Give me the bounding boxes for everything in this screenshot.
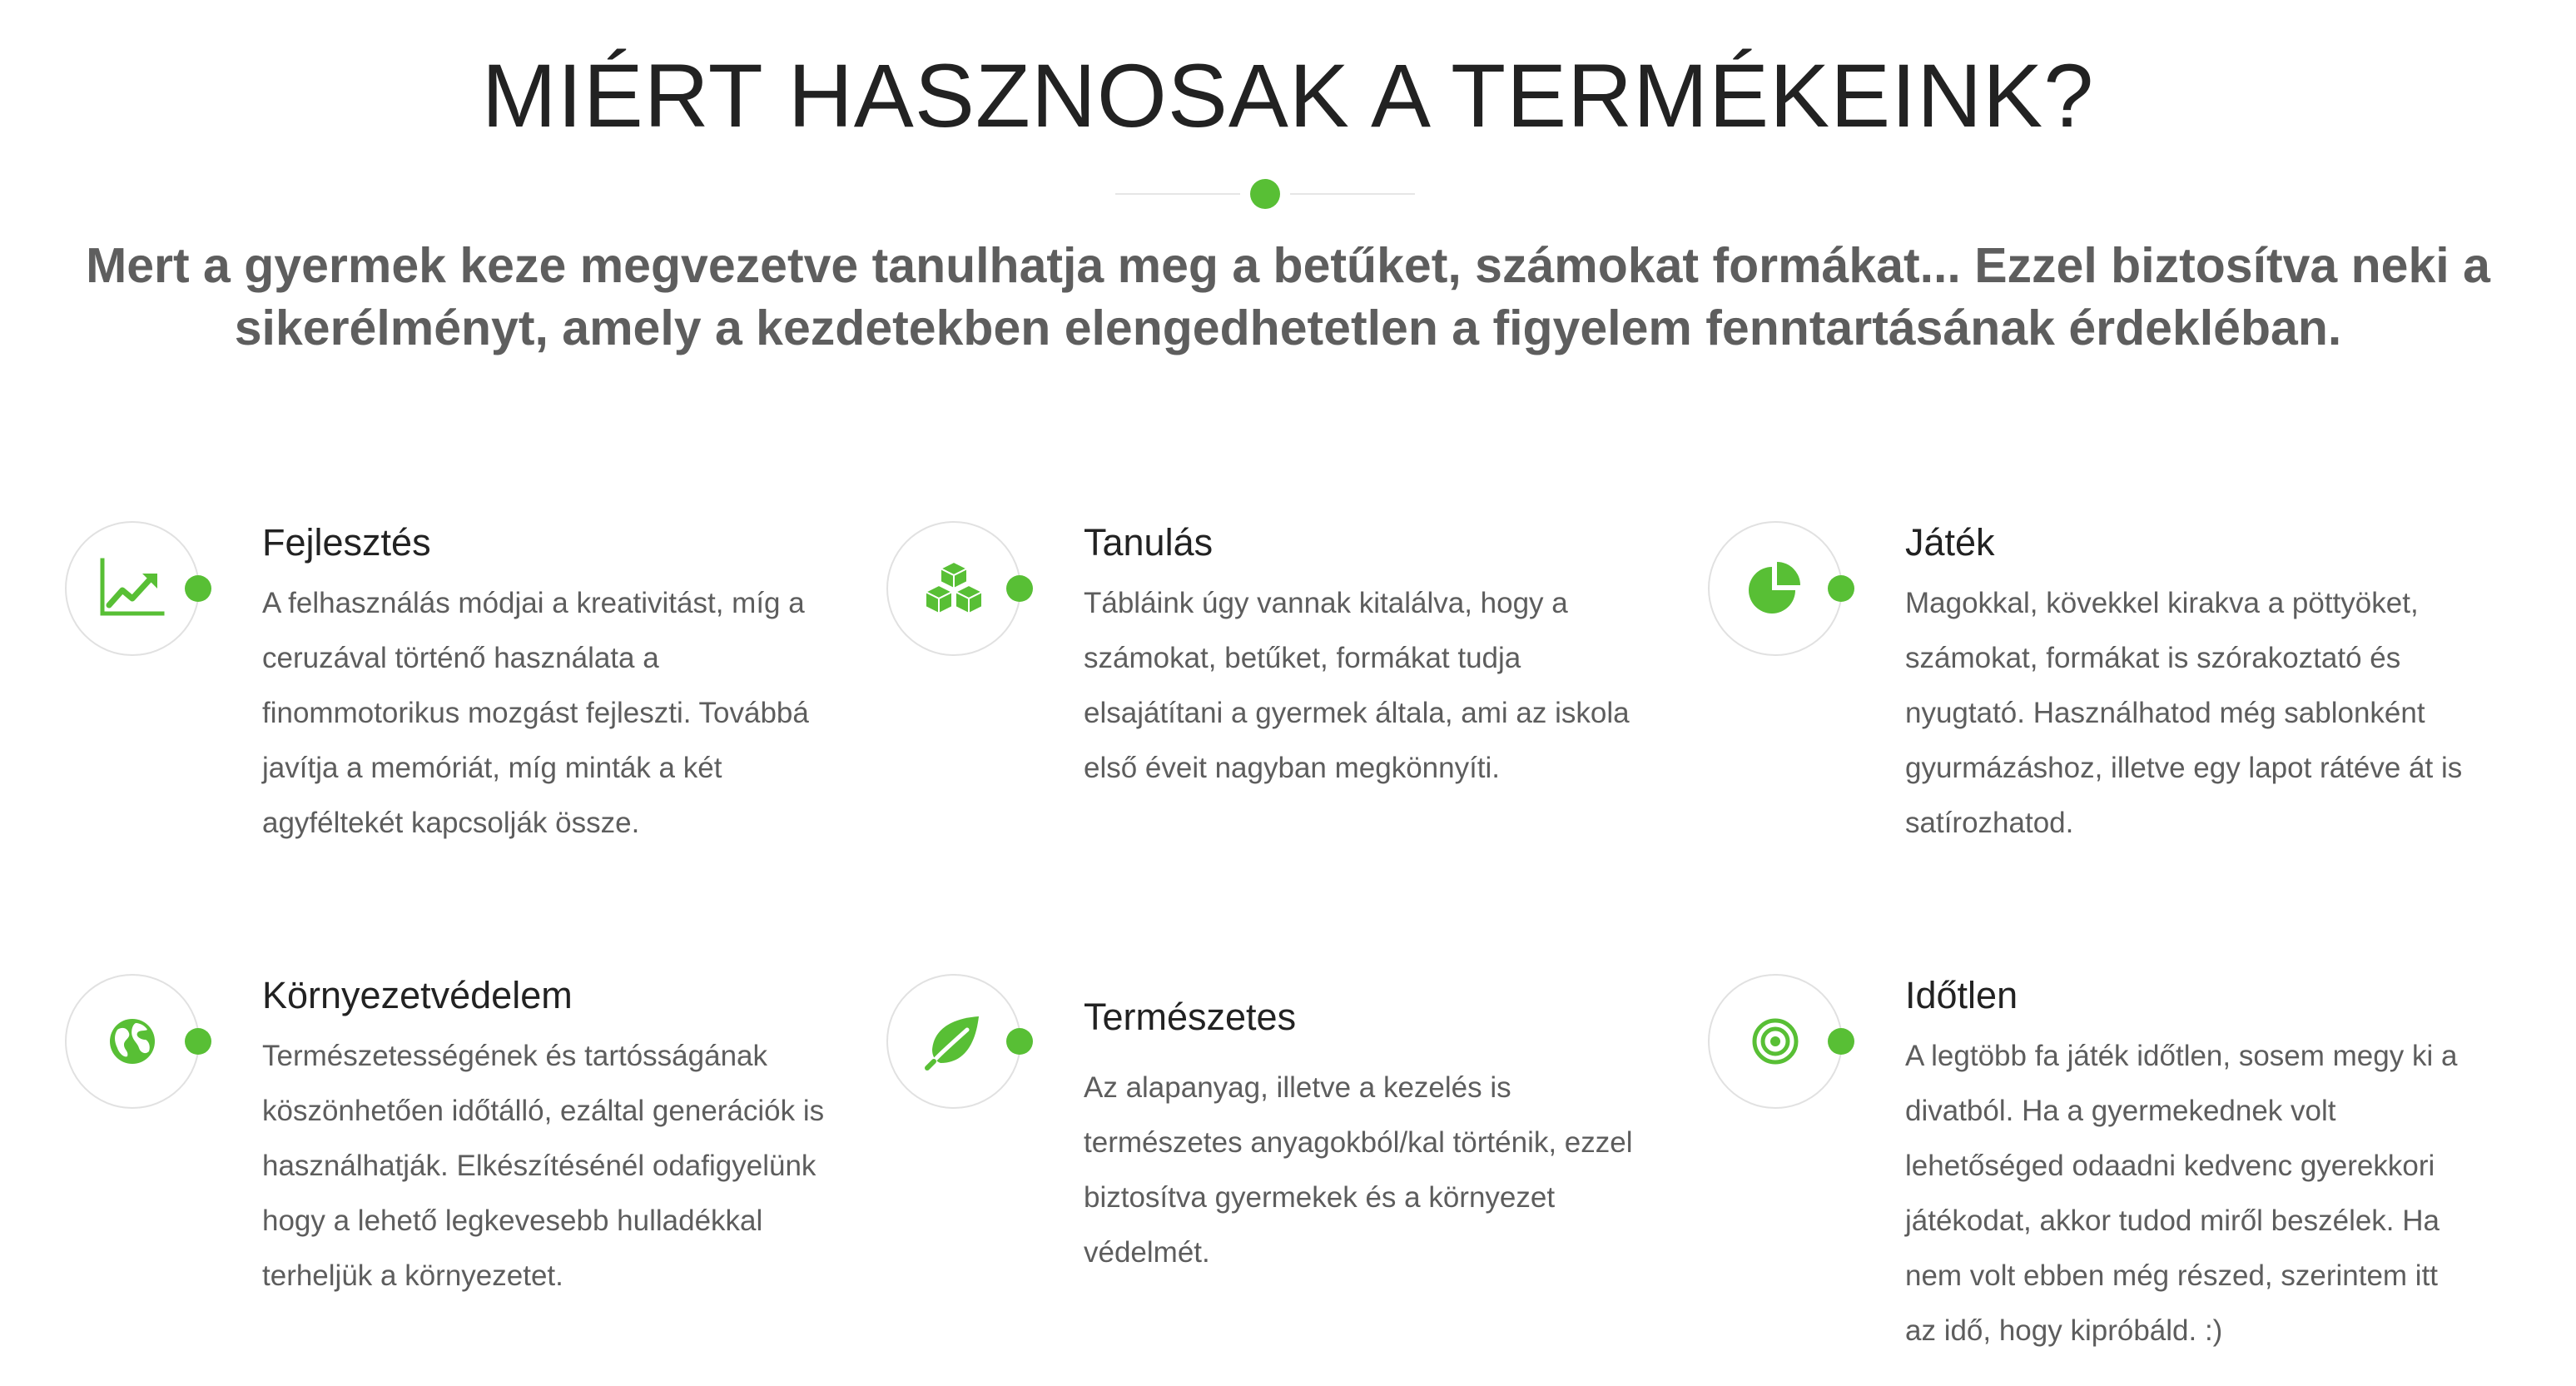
icon-accent-dot xyxy=(1828,575,1854,602)
feature-text xyxy=(1905,972,2471,1359)
icon-accent-dot xyxy=(1006,575,1033,602)
divider-dot xyxy=(1250,179,1280,209)
feature-icon-wrap xyxy=(886,521,1021,656)
feature-title: Környezetvédelem xyxy=(262,974,573,1016)
feature-text xyxy=(1905,519,2471,851)
feature-description: A felhasználás módjai a kreativitást, míg a ceruzával történő használata a finommotorikus mozgást fejleszti. Továbbá javítja a memóriát, míg minták a két agyféltekét kapcsolják össze. xyxy=(262,587,809,839)
section-title: MIÉRT HASZNOSAK A TERMÉKEINK? xyxy=(481,45,2095,146)
pie-chart-icon xyxy=(1708,521,1843,656)
feature-description: Magokkal, kövekkel kirakva a pöttyöket, számokat, formákat is szórakoztató és nyugtató. Használhatod még sablonként gyurmázáshoz, illetve egy lapot rátéve át is satírozhatod. xyxy=(1905,587,2463,839)
title-divider xyxy=(1115,179,1415,209)
feature-icon-wrap xyxy=(65,521,200,656)
icon-accent-dot xyxy=(185,1028,211,1055)
feature-title: Természetes xyxy=(1084,996,1297,1038)
divider-line-right xyxy=(1290,193,1415,195)
feature-title: Játék xyxy=(1905,521,1995,564)
divider-line-left xyxy=(1115,193,1240,195)
feature-icon-wrap xyxy=(1708,974,1843,1109)
feature-description: Természetességének és tartósságának köszönhetően időtálló, ezáltal generációk is használhatják. Elkészítésénél odafigyelünk hogy a lehető legkevesebb hulladékkal terheljük a környezetet. xyxy=(262,1040,825,1292)
icon-accent-dot xyxy=(185,575,211,602)
feature-text xyxy=(1084,994,1650,1280)
chart-line-icon xyxy=(65,521,200,656)
icon-accent-dot xyxy=(1828,1028,1854,1055)
feature-text xyxy=(262,519,828,851)
icon-accent-dot xyxy=(1006,1028,1033,1055)
feature-description: Tábláink úgy vannak kitalálva, hogy a számokat, betűket, formákat tudja elsajátítani a gyermek általa, ami az iskola első éveit nagyban megkönnyíti. xyxy=(1084,587,1630,784)
section-lead: Mert a gyermek keze megvezetve tanulhatja meg a betűket, számokat formákat... Ezzel biztosítva neki a sikerélményt, amely a kezdetekben elengedhetetlen a figyelem fenntartásának érdekléban. xyxy=(86,238,2490,355)
cubes-icon xyxy=(886,521,1021,656)
feature-text xyxy=(262,972,828,1304)
leaf-icon xyxy=(886,974,1021,1109)
feature-text xyxy=(1084,519,1650,796)
feature-title: Tanulás xyxy=(1084,521,1214,564)
feature-icon-wrap xyxy=(1708,521,1843,656)
feature-icon-wrap xyxy=(65,974,200,1109)
feature-description: Az alapanyag, illetve a kezelés is természetes anyagokból/kal történik, ezzel biztosítva gyermekek és a környezet védelmét. xyxy=(1084,1071,1633,1269)
target-icon xyxy=(1708,974,1843,1109)
feature-title: Fejlesztés xyxy=(262,521,431,564)
feature-description: A legtöbb fa játék időtlen, sosem megy ki a divatból. Ha a gyermekednek volt lehetőséged odaadni kedvenc gyerekkori játékodat, akkor tudod miről beszélek. Ha nem volt ebben még részed, szerintem itt az idő, hogy kipróbáld. :) xyxy=(1905,1040,2458,1347)
feature-title: Időtlen xyxy=(1905,974,2018,1016)
globe-icon xyxy=(65,974,200,1109)
feature-icon-wrap xyxy=(886,974,1021,1109)
